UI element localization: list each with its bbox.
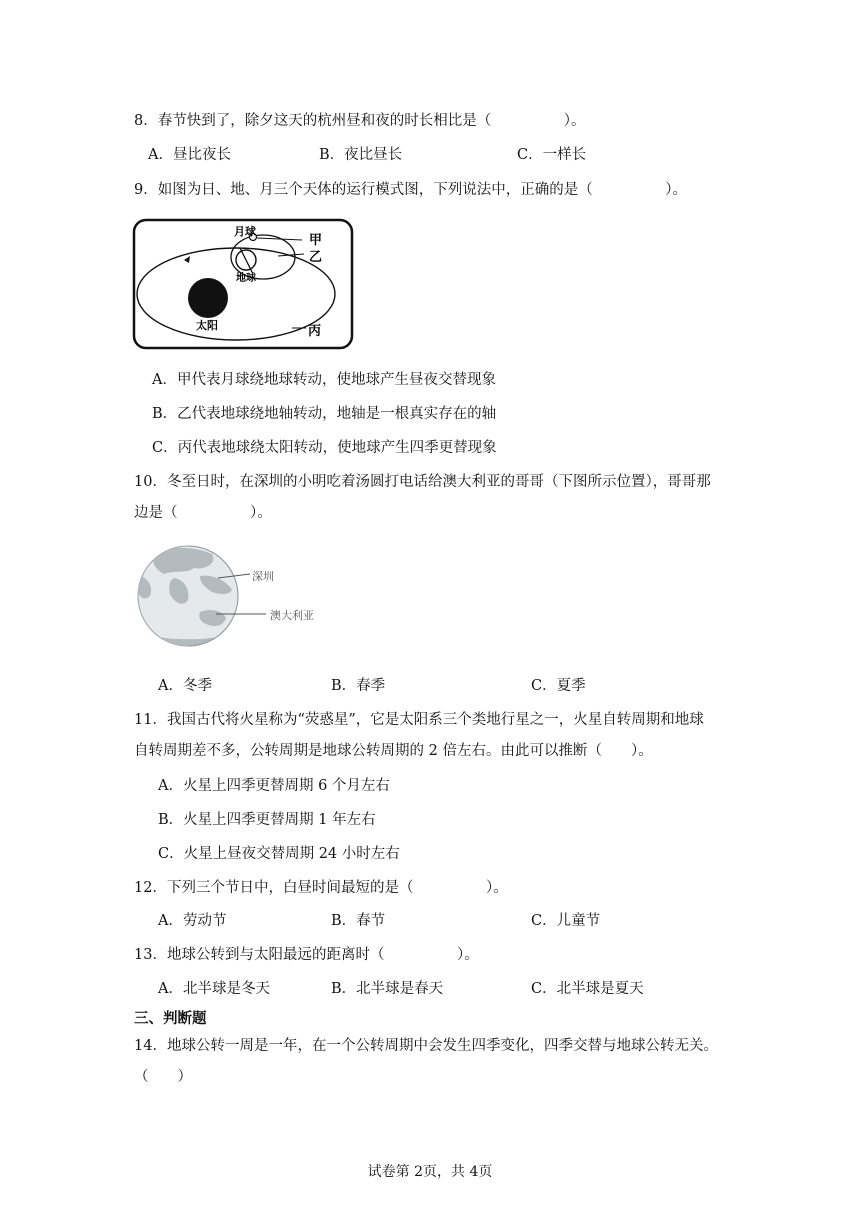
q12-option-a: A．劳动节 — [158, 913, 227, 929]
figure-label-yi: 乙 — [309, 250, 323, 265]
q12-stem: 12．下列三个节日中，白昼时间最短的是（ ）。 — [134, 880, 508, 896]
q13-option-c: C．北半球是夏天 — [531, 981, 644, 997]
q9-option-c: C．丙代表地球绕太阳转动，使地球产生四季更替现象 — [152, 440, 497, 456]
figure-label-shenzhen: 深圳 — [252, 570, 274, 583]
q14-stem-line1: 14．地球公转一周是一年，在一个公转周期中会发生四季变化，四季交替与地球公转无关。 — [134, 1038, 718, 1054]
q10-option-c: C．夏季 — [531, 678, 586, 694]
q10-option-b: B．春季 — [331, 678, 386, 694]
figure-label-bing: 丙 — [308, 324, 322, 339]
figure-label-jia: 甲 — [309, 233, 323, 248]
q10-stem-line1: 10．冬至日时，在深圳的小明吃着汤圆打电话给澳大利亚的哥哥（下图所示位置），哥哥那 — [134, 474, 711, 490]
q10-stem-line2: 边是（ ）。 — [134, 505, 272, 521]
q11-stem-line1: 11．我国古代将火星称为“荧惑星”，它是太阳系三个类地行星之一，火星自转周期和地球 — [134, 712, 704, 728]
q9-option-b: B．乙代表地球绕地轴转动，地轴是一根真实存在的轴 — [152, 406, 497, 422]
q14-stem-line2: （ ） — [134, 1069, 192, 1085]
q13-option-b: B．北半球是春天 — [331, 981, 444, 997]
figure-label-sun: 太阳 — [196, 319, 218, 332]
figure-label-australia: 澳大利亚 — [270, 609, 314, 622]
sun-earth-moon-orbit-diagram — [132, 218, 354, 352]
q8-option-c: C．一样长 — [517, 147, 587, 163]
q12-option-c: C．儿童节 — [531, 913, 601, 929]
q9-option-a: A．甲代表月球绕地球转动，使地球产生昼夜交替现象 — [152, 372, 496, 388]
q13-stem: 13．地球公转到与太阳最远的距离时（ ）。 — [134, 947, 479, 963]
q8-option-a: A．昼比夜长 — [148, 147, 231, 163]
section-title-judgment: 三、判断题 — [134, 1011, 207, 1027]
q8-option-b: B．夜比昼长 — [319, 147, 403, 163]
q8-stem: 8．春节快到了，除夕这天的杭州昼和夜的时长相比是（ ）。 — [134, 113, 586, 129]
q11-option-c: C．火星上昼夜交替周期 24 小时左右 — [158, 846, 400, 862]
globe-figure — [134, 544, 334, 648]
q11-option-a: A．火星上四季更替周期 6 个月左右 — [158, 778, 390, 794]
q11-option-b: B．火星上四季更替周期 1 年左右 — [158, 812, 376, 828]
q12-option-b: B．春节 — [331, 913, 386, 929]
figure-label-earth: 地球 — [236, 273, 256, 284]
figure-label-moon: 月球 — [234, 225, 256, 238]
q13-option-a: A．北半球是冬天 — [158, 981, 270, 997]
q9-stem: 9．如图为日、地、月三个天体的运行模式图，下列说法中，正确的是（ ）。 — [134, 182, 687, 198]
q11-stem-line2: 自转周期差不多，公转周期是地球公转周期的 2 倍左右。由此可以推断（ ）。 — [134, 743, 653, 759]
page-footer: 试卷第 2页，共 4页 — [367, 1164, 493, 1180]
q10-option-a: A．冬季 — [158, 678, 212, 694]
